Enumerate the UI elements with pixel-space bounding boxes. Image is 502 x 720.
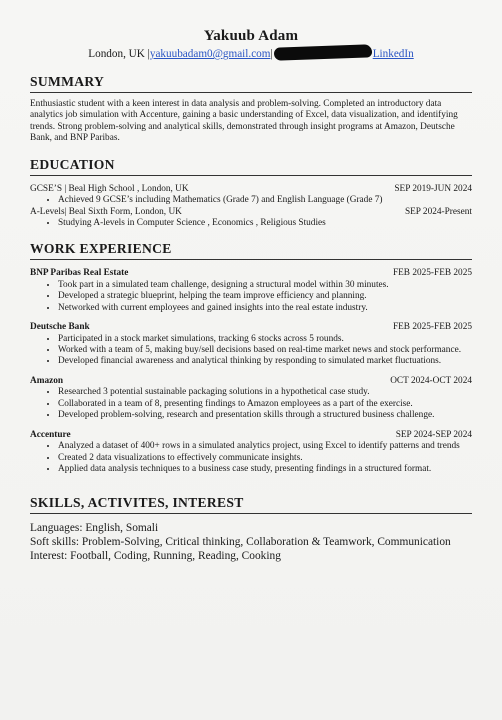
skills-interests: Interest: Football, Coding, Running, Reading, Cooking [30, 549, 281, 562]
summary-heading: SUMMARY [30, 74, 472, 93]
list-item: • Networked with current employees and gained insights into the real estate industry. [58, 303, 472, 314]
contact-line [30, 46, 472, 60]
education-date: SEP 2024-Present [404, 206, 472, 217]
work-date: SEP 2024-SEP 2024 [395, 429, 472, 440]
education-school: GCSE’S | Beal High School , London, UK [30, 183, 189, 194]
work-date: OCT 2024-OCT 2024 [390, 375, 472, 386]
company-name: BNP Paribas Real Estate [30, 268, 129, 279]
list-item: • Developed financial awareness and analytical thinking by responding to simulated market fluctuations. [58, 356, 472, 367]
contact-separator: | [270, 48, 273, 60]
skills-languages: Languages: English, Somali [30, 522, 159, 535]
education-school: A-Levels| Beal Sixth Form, London, UK [30, 206, 182, 217]
summary-text: Enthusiastic student with a keen interest in data analysis and problem-solving. Completed an introductory data analytics job simulation with Accenture, gaining a basic understanding of Excel, data visualization, and identifying trends. Strong problem-solving and analytical skills, demonstrated through insight programs at Amazon, Deutsche Bank, and BNP Paribas. [30, 99, 458, 144]
work-entry-amazon [30, 376, 472, 422]
work-entry-bnp [30, 268, 472, 314]
list-item: • Analyzed a dataset of 400+ rows in a simulated analytics project, using Excel to identify patterns and trends [58, 441, 472, 452]
list-item: • Took part in a simulated team challenge, designing a structural model within 30 minutes. [58, 280, 472, 291]
company-name: Deutsche Bank [30, 322, 90, 333]
redaction-mark [274, 44, 372, 60]
spacer [30, 475, 472, 483]
list-item: • Applied data analysis techniques to a business case study, presenting findings in a structured format. [58, 464, 472, 475]
education-entry-alevels [30, 207, 472, 230]
work-date: FEB 2025-FEB 2025 [392, 322, 472, 333]
email-link[interactable]: yakuubadam0@gmail.com [149, 48, 271, 60]
company-name: Accenture [30, 429, 71, 440]
work-entry-accenture [30, 430, 472, 476]
work-entry-deutsche [30, 322, 472, 368]
list-item: • Developed problem-solving, research and presentation skills through a structured business challenge. [58, 410, 472, 421]
education-entry-gcse [30, 184, 472, 207]
linkedin-link[interactable]: LinkedIn [372, 48, 414, 60]
skills-block [30, 522, 472, 563]
skills-heading: SKILLS, ACTIVITES, INTEREST [30, 495, 472, 514]
skills-soft: Soft skills: Problem-Solving, Critical thinking, Collaboration & Teamwork, Communication [30, 535, 451, 548]
list-item: • Researched 3 potential sustainable packaging solutions in a hypothetical case study. [58, 387, 472, 398]
list-item: • Achieved 9 GCSE’s including Mathematics (Grade 7) and English Language (Grade 7) [58, 195, 472, 206]
list-item: • Created 2 data visualizations to effectively communicate insights. [58, 453, 472, 464]
list-item: • Participated in a stock market simulations, tracking 6 stocks across 5 rounds. [58, 334, 472, 345]
company-name: Amazon [30, 375, 64, 386]
work-date: FEB 2025-FEB 2025 [392, 268, 472, 279]
location-text: London, UK | [88, 48, 150, 60]
education-date: SEP 2019-JUN 2024 [394, 183, 472, 194]
list-item: • Collaborated in a team of 8, presenting findings to Amazon employees as a part of the exercise. [58, 399, 472, 410]
list-item: • Worked with a team of 5, making buy/sell decisions based on real-time market news and stock performance. [58, 345, 472, 356]
work-experience-heading: WORK EXPERIENCE [30, 241, 472, 260]
candidate-name: Yakuub Adam [203, 28, 299, 44]
education-heading: EDUCATION [30, 157, 472, 176]
list-item: • Developed a strategic blueprint, helping the team improve efficiency and planning. [58, 291, 472, 302]
list-item: • Studying A-levels in Computer Science , Economics , Religious Studies [58, 218, 472, 229]
